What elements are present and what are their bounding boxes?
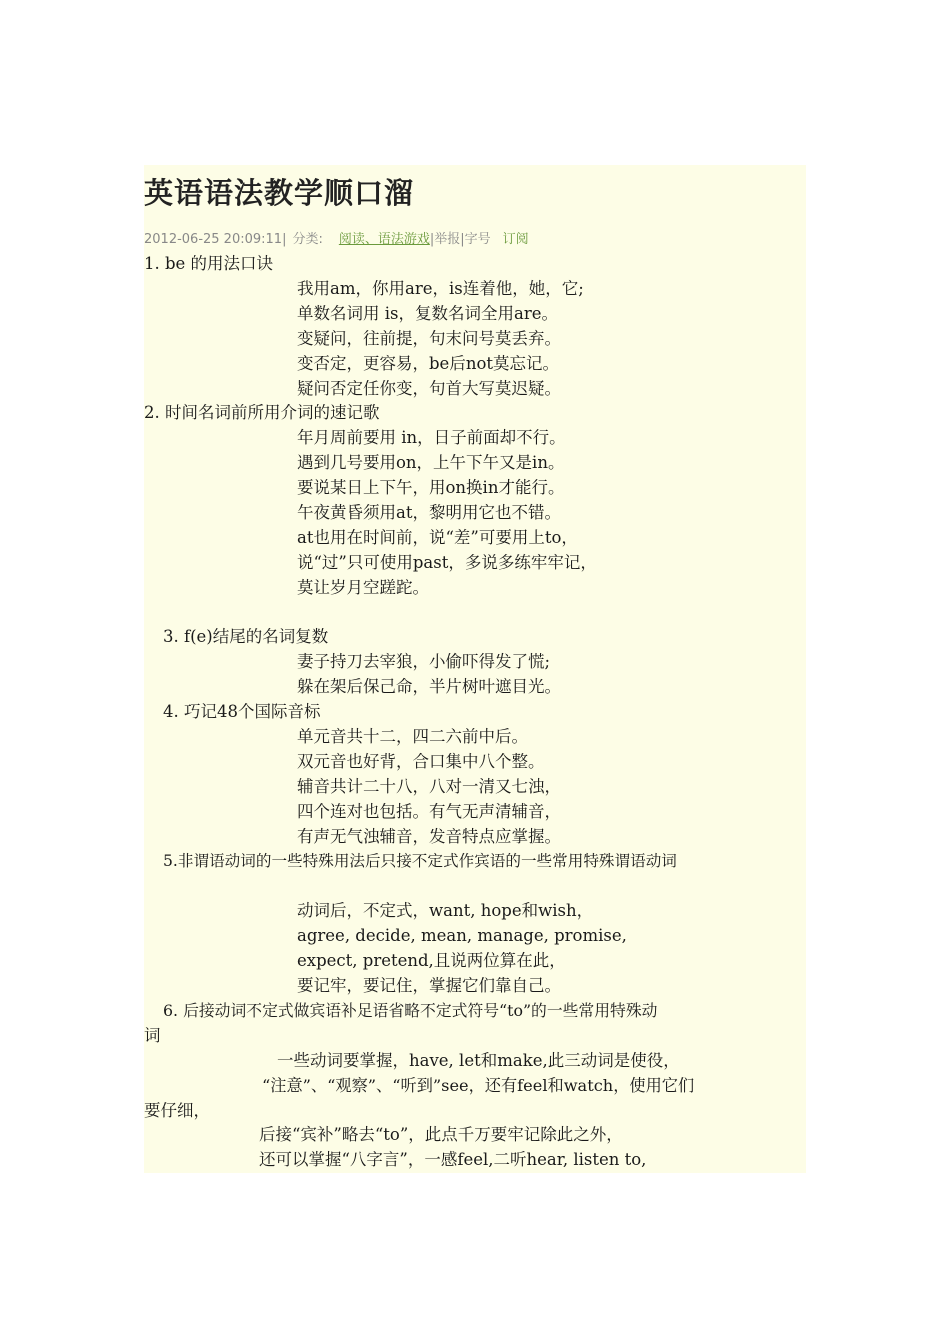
text-line: 单数名词用 is，复数名词全用are。: [297, 304, 558, 323]
post-meta: [144, 228, 529, 247]
text-line: 妻子持刀去宰狼，小偷吓得发了慌;: [297, 652, 551, 671]
text-line: agree, decide, mean, manage, promise,: [297, 926, 627, 945]
text-line: 要说某日上下午，用on换in才能行。: [297, 478, 565, 497]
report-link[interactable]: |举报|: [429, 232, 465, 247]
text-line: 动词后，不定式，want, hope和wish，: [297, 901, 594, 920]
text-line: 有声无气浊辅音，发音特点应掌握。: [297, 827, 561, 846]
category-link[interactable]: 阅读、语法游戏: [338, 232, 430, 247]
text-line: 后接“宾补”略去“to”，此点千万要牢记除此之外，: [259, 1125, 623, 1144]
text-line: expect, pretend,且说两位算在此，: [297, 951, 566, 970]
text-line: 说“过”只可使用past，多说多练牢牢记，: [297, 553, 597, 572]
text-line: 遇到几号要用on，上午下午又是in。: [297, 453, 565, 472]
text-line: 要仔细，: [144, 1101, 210, 1120]
text-line: 疑问否定任你变，句首大写莫迟疑。: [297, 379, 561, 398]
text-line: 还可以掌握“八字言”，一感feel,二听hear, listen to,: [259, 1150, 647, 1169]
document-page: [144, 165, 806, 1173]
text-line: 年月周前要用 in，日子前面却不行。: [297, 428, 566, 447]
text-line: 词: [144, 1026, 161, 1045]
text-line: 我用am，你用are，is连着他，她，它;: [297, 279, 584, 298]
text-line: 躲在架后保己命，半片树叶遮目光。: [297, 677, 561, 696]
text-line: 午夜黄昏须用at，黎明用它也不错。: [297, 503, 561, 522]
category-label: 分类:: [292, 232, 323, 247]
font-size-link[interactable]: 字号: [464, 232, 491, 247]
text-line: 莫让岁月空蹉跎。: [297, 578, 429, 597]
text-line: 变否定，更容易，be后not莫忘记。: [297, 354, 560, 373]
subscribe-link[interactable]: 订阅: [502, 232, 529, 247]
text-line: 一些动词要掌握，have, let和make,此三动词是使役，: [277, 1051, 680, 1070]
post-date: 2012-06-25 20:09:11|: [144, 232, 287, 247]
section-heading: 3. f(e)结尾的名词复数: [163, 627, 329, 646]
text-line: 要记牢，要记住，掌握它们靠自己。: [297, 976, 561, 995]
section-heading: 5.非谓语动词的一些特殊用法后只接不定式作宾语的一些常用特殊谓语动词: [163, 852, 677, 870]
section-heading: 2. 时间名词前所用介词的速记歌: [144, 403, 380, 422]
text-line: at也用在时间前，说“差”可要用上to，: [297, 528, 578, 547]
page-title: 英语语法教学顺口溜: [144, 176, 415, 210]
section-heading: 6. 后接动词不定式做宾语补足语省略不定式符号“to”的一些常用特殊动: [163, 1001, 658, 1020]
text-line: “注意”、“观察”、“听到”see，还有feel和watch，使用它们: [262, 1076, 695, 1095]
section-heading: 4. 巧记48个国际音标: [163, 702, 321, 721]
text-line: 变疑问，往前提，句末问号莫丢弃。: [297, 329, 561, 348]
text-line: 辅音共计二十八，八对一清又七浊，: [297, 777, 561, 796]
text-line: 单元音共十二，四二六前中后。: [297, 727, 528, 746]
text-line: 双元音也好背，合口集中八个整。: [297, 752, 545, 771]
text-line: 四个连对也包括。有气无声清辅音，: [297, 802, 561, 821]
section-heading: 1. be 的用法口诀: [144, 254, 274, 273]
